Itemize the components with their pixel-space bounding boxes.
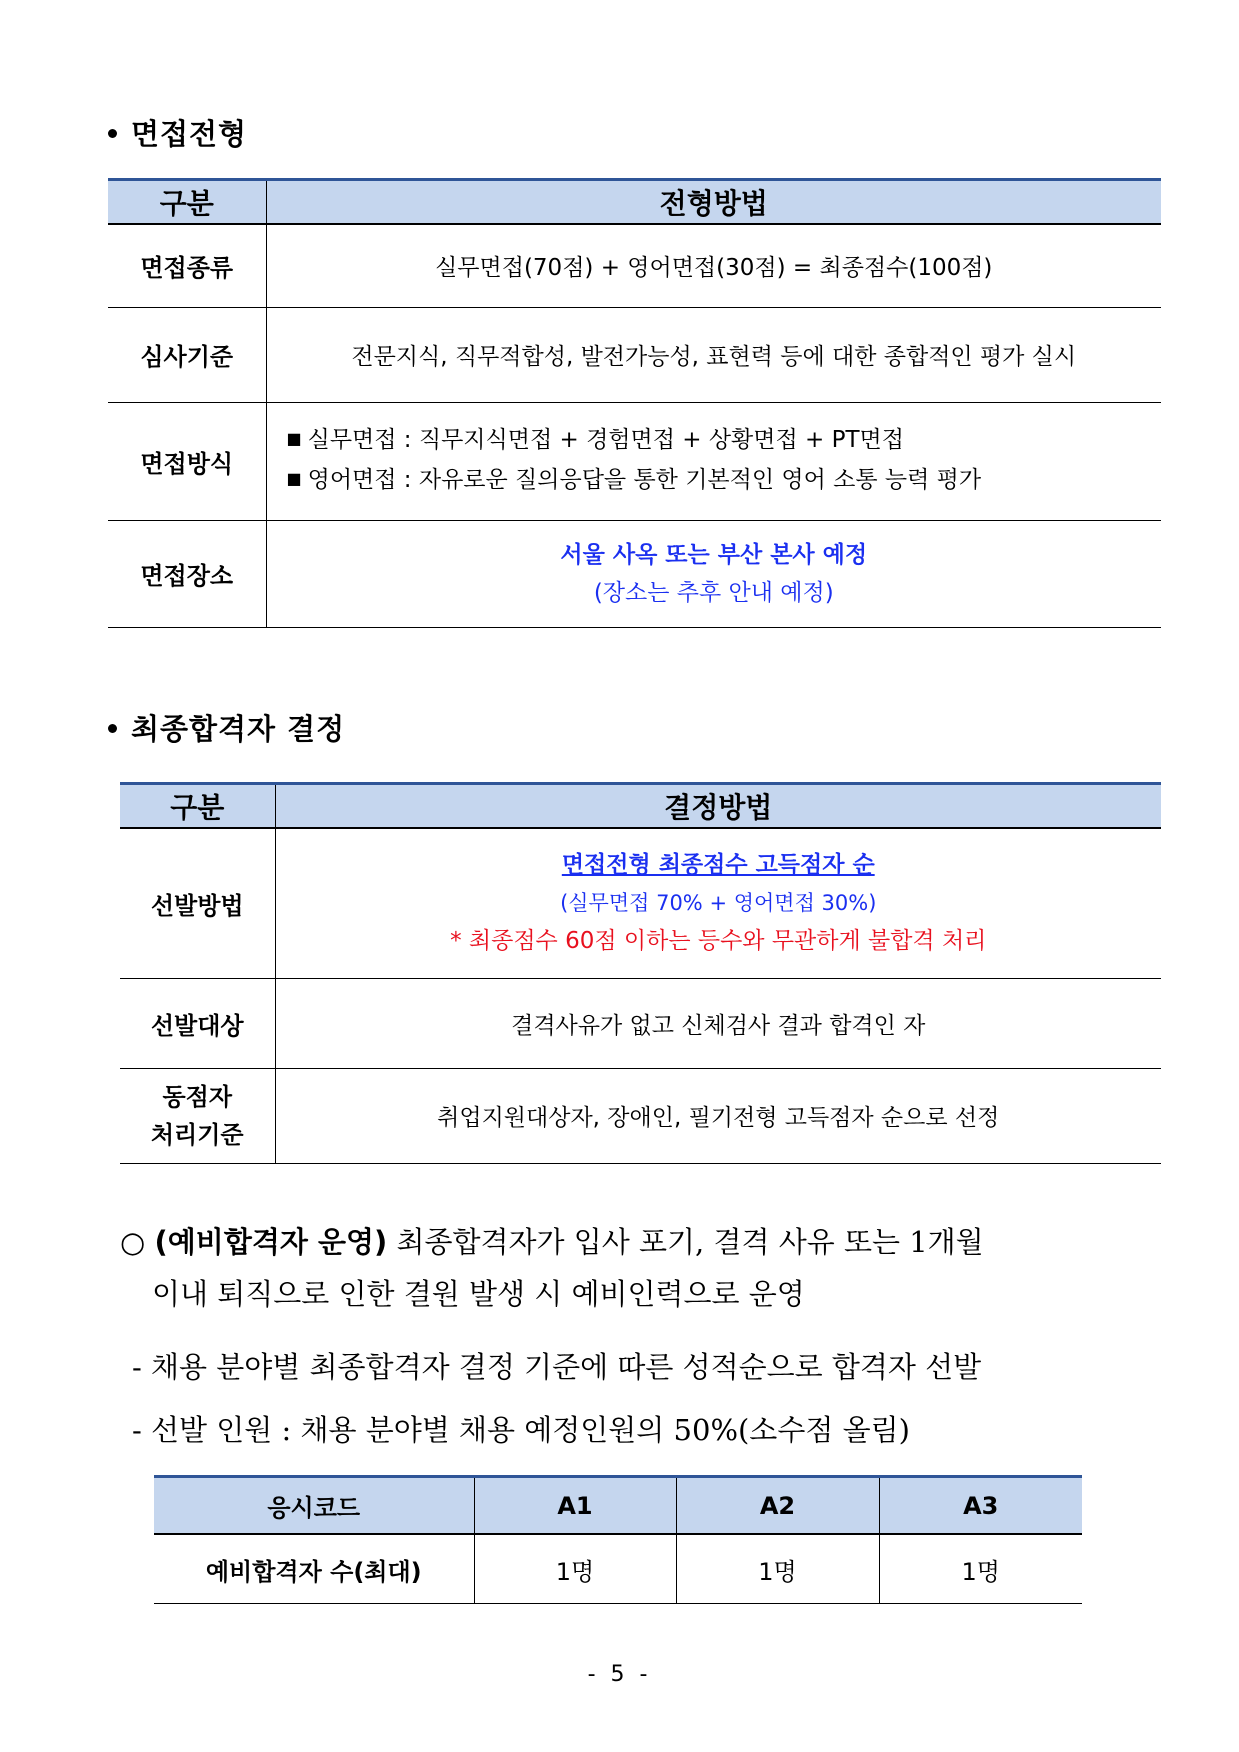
header-exam-code: 응시코드: [154, 1477, 474, 1535]
row-label-type: 면접종류: [108, 224, 266, 307]
table-row: [108, 307, 1161, 402]
reserve-sub-item-1: - 채용 분야별 최종합격자 결정 기준에 따른 성적순으로 합격자 선발: [132, 1350, 982, 1384]
value-a2: 1명: [676, 1534, 879, 1604]
table-row: [108, 520, 1161, 627]
table-header-row: [120, 784, 1161, 829]
method-line-2-text: 영어면접 : 자유로운 질의응답을 통한 기본적인 영어 소통 능력 평가: [307, 467, 982, 493]
circle-bullet-icon: ○: [120, 1225, 146, 1259]
select-line-2: (실무면접 70% + 영어면접 30%): [560, 891, 877, 916]
row-label-criteria: 심사기준: [108, 307, 266, 402]
square-bullet-icon: ■: [286, 429, 302, 448]
tie-label-line-1: 동점자: [162, 1082, 233, 1111]
reserve-line-1-text: 최종합격자가 입사 포기, 결격 사유 또는 1개월: [387, 1225, 984, 1259]
section-title-interview: [108, 112, 247, 153]
row-value-tie: 취업지원대상자, 장애인, 필기전형 고득점자 순으로 선정: [275, 1068, 1161, 1163]
row-value-criteria: 전문지식, 직무적합성, 발전가능성, 표현력 등에 대한 종합적인 평가 실시: [266, 307, 1161, 402]
header-category: 구분: [120, 784, 275, 829]
table-row: [154, 1534, 1082, 1604]
header-category: 구분: [108, 180, 266, 225]
section-title-text: 최종합격자 결정: [131, 712, 346, 746]
reserve-count-table: [154, 1475, 1082, 1604]
method-line-2: [287, 461, 1162, 501]
row-label-tie: [120, 1068, 275, 1163]
reserve-sub-item-2: - 선발 인원 : 채용 분야별 채용 예정인원의 50%(소수점 올림): [132, 1413, 910, 1447]
select-line-3: * 최종점수 60점 이하는 등수와 무관하게 불합격 처리: [450, 928, 987, 955]
table-header-row: [108, 180, 1161, 225]
reserve-paragraph-line-2: 이내 퇴직으로 인한 결원 발생 시 예비인력으로 운영: [152, 1277, 805, 1311]
table-row: [120, 828, 1161, 978]
place-line-1: 서울 사옥 또는 부산 본사 예정: [560, 541, 868, 568]
bullet-icon: [108, 129, 117, 138]
row-label-reserve-count: 예비합격자 수(최대): [154, 1534, 474, 1604]
row-label-method: 면접방식: [108, 402, 266, 520]
row-value-place: [266, 520, 1161, 627]
header-a2: A2: [676, 1477, 879, 1535]
row-label-place: 면접장소: [108, 520, 266, 627]
value-a1: 1명: [474, 1534, 676, 1604]
method-line-1-text: 실무면접 : 직무지식면접 + 경험면접 + 상황면접 + PT면접: [307, 427, 904, 453]
value-a3: 1명: [879, 1534, 1082, 1604]
select-line-1: 면접전형 최종점수 고득점자 순: [561, 852, 875, 879]
row-value-type: 실무면접(70점) + 영어면접(30점) = 최종점수(100점): [266, 224, 1161, 307]
interview-table: [108, 178, 1161, 628]
row-value-method: [266, 402, 1161, 520]
tie-label-line-2: 처리기준: [150, 1120, 244, 1149]
header-a3: A3: [879, 1477, 1082, 1535]
section-title-text: 면접전형: [131, 117, 248, 151]
header-decision: 결정방법: [275, 784, 1161, 829]
final-table: [120, 782, 1161, 1164]
header-method: 전형방법: [266, 180, 1161, 225]
section-title-final: [108, 707, 345, 748]
row-value-target: 결격사유가 없고 신체검사 결과 합격인 자: [275, 978, 1161, 1068]
table-header-row: [154, 1477, 1082, 1535]
square-bullet-icon: ■: [286, 469, 302, 488]
page-number: - 5 -: [587, 1662, 652, 1687]
method-line-1: [287, 421, 1162, 461]
reserve-paragraph-line-1: [120, 1220, 984, 1261]
bullet-icon: [108, 724, 117, 733]
table-row: [120, 978, 1161, 1068]
place-line-2: (장소는 추후 안내 예정): [593, 579, 834, 606]
table-row: [108, 402, 1161, 520]
row-value-select: [275, 828, 1161, 978]
row-label-select: 선발방법: [120, 828, 275, 978]
table-row: [108, 224, 1161, 307]
row-label-target: 선발대상: [120, 978, 275, 1068]
header-a1: A1: [474, 1477, 676, 1535]
reserve-heading: (예비합격자 운영): [154, 1225, 388, 1259]
table-row: [120, 1068, 1161, 1163]
